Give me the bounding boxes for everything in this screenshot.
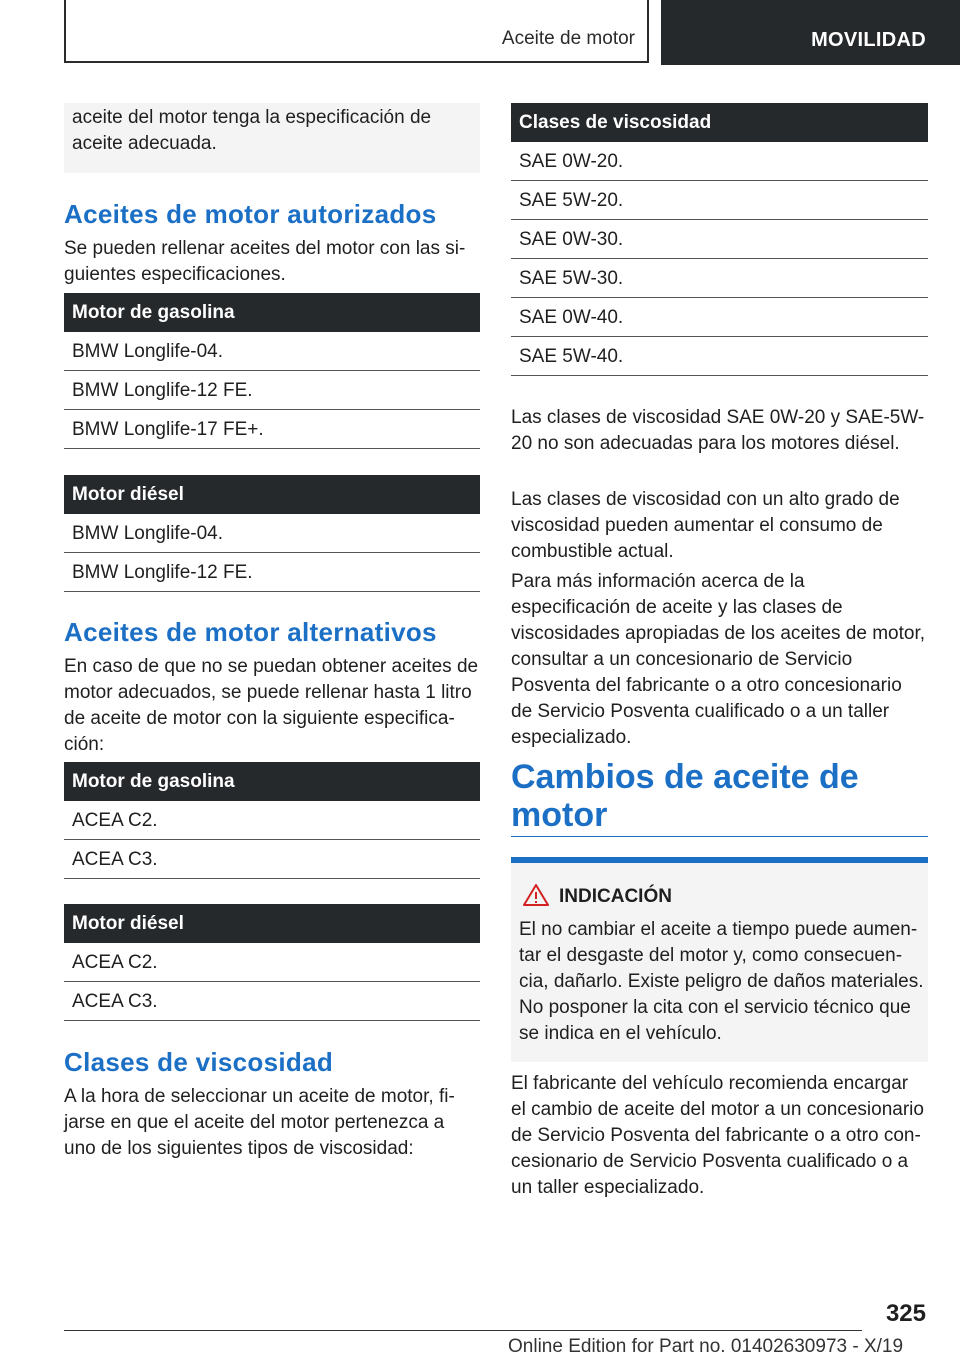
heading-viscosidad: Clases de viscosidad (64, 1047, 334, 1077)
table-header: Clases de viscosidad (511, 103, 928, 142)
table-row: ACEA C2. (64, 801, 480, 840)
table-row: SAE 0W-20. (511, 142, 928, 181)
intro-box (64, 103, 480, 173)
table-row: BMW Longlife-12 FE. (64, 371, 480, 410)
para-viscosidad-diesel: Las clases de viscosidad SAE 0W-20 y SAE-5W-20 no son adecuadas para los motores diésel. (511, 407, 925, 454)
table-row: ACEA C3. (64, 840, 480, 879)
table-row: BMW Longlife-04. (64, 514, 480, 553)
table-row: SAE 0W-40. (511, 298, 928, 337)
table-row: SAE 5W-30. (511, 259, 928, 298)
para-mas-informacion: Para más información acerca de la especificación de aceite y las clases de viscosidades apropiadas de los aceites de motor, consultar a un concesionario de Servicio Posventa del fabricante o a otro concesionario de Servicio Posventa cualificado o a un taller especializado. (511, 571, 926, 748)
para-viscosidad: A la hora de seleccionar un aceite de motor, fijarse en que el aceite del motor pertenezca a uno de los siguientes tipos de viscosidad: (64, 1086, 455, 1159)
table-row: ACEA C3. (64, 982, 480, 1021)
heading-rule (511, 836, 928, 837)
table-header: Motor diésel (64, 904, 480, 943)
table-gasolina-alternativos (64, 762, 480, 879)
chapter-tab (661, 0, 960, 65)
heading-autorizados: Aceites de motor autorizados (64, 199, 437, 229)
table-row: ACEA C2. (64, 943, 480, 982)
table-row: BMW Longlife-04. (64, 332, 480, 371)
table-row: SAE 0W-30. (511, 220, 928, 259)
table-row: SAE 5W-20. (511, 181, 928, 220)
table-header: Motor de gasolina (64, 762, 480, 801)
para-viscosidad-consumo: Las clases de viscosidad con un alto grado de viscosidad pueden aumentar el consumo de combustible actual. (511, 489, 900, 562)
para-recomendacion: El fabricante del vehículo recomienda encargar el cambio de aceite del motor a un concesionario de Servicio Posventa del fabricante o a otro concesionario de Servicio Posventa cualificado o a un taller especializado. (511, 1073, 924, 1198)
warning-bar (511, 857, 928, 863)
heading-alternativos: Aceites de motor alternativos (64, 617, 437, 647)
table-row: BMW Longlife-17 FE+. (64, 410, 480, 449)
table-diesel-autorizados (64, 475, 480, 592)
table-diesel-alternativos (64, 904, 480, 1021)
warning-triangle-icon (523, 883, 549, 912)
table-viscosidad (511, 103, 928, 376)
running-header-section (64, 0, 649, 63)
footer-rule (64, 1330, 862, 1331)
warning-title: INDICACIÓN (559, 886, 672, 907)
table-row: BMW Longlife-12 FE. (64, 553, 480, 592)
para-autorizados: Se pueden rellenar aceites del motor con las siguientes especificaciones. (64, 238, 466, 285)
table-row: SAE 5W-40. (511, 337, 928, 376)
chapter-title: MOVILIDAD (811, 29, 926, 51)
section-title: Aceite de motor (501, 28, 635, 49)
table-header: Motor diésel (64, 475, 480, 514)
table-header: Motor de gasolina (64, 293, 480, 332)
edition-note: Online Edition for Part no. 01402630973 - X/19 (508, 1336, 904, 1357)
warning-box (511, 857, 928, 1062)
warning-text: El no cambiar el aceite a tiempo puede aumentar el desgaste del motor y, como consecuencia, dañarlo. Existe peligro de daños materiales. No posponer la cita con el servicio técnico que se indica en el vehículo. (519, 919, 924, 1044)
intro-text: aceite del motor tenga la especificación de aceite adecuada. (72, 107, 432, 154)
heading-cambios: Cambios de aceite de motor (511, 758, 859, 834)
para-alternativos: En caso de que no se puedan obtener aceites de motor adecuados, se puede rellenar hasta 1 litro de aceite de motor con la siguiente especificación: (64, 656, 479, 755)
page-number: 325 (885, 1300, 926, 1327)
table-gasolina-autorizados (64, 293, 480, 449)
